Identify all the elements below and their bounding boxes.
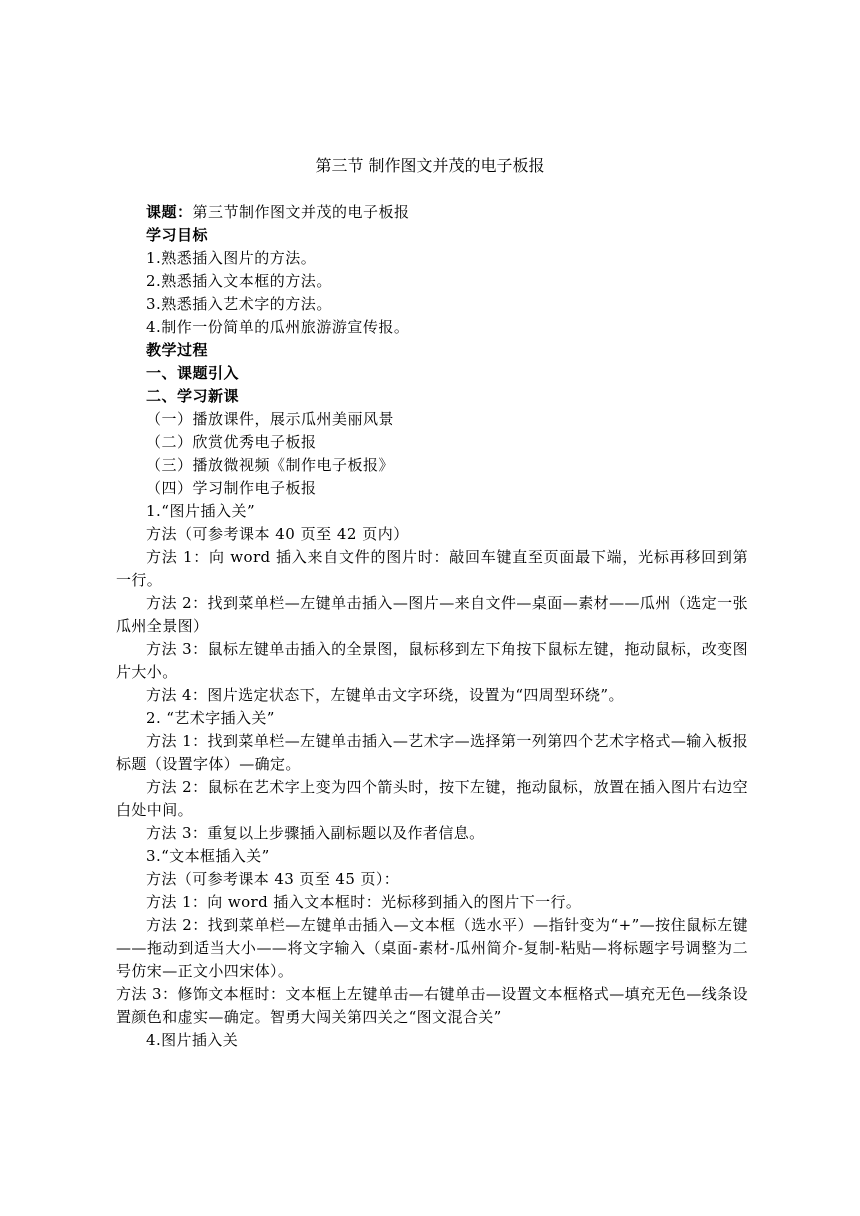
objective-item: 1.熟悉插入图片的方法。: [146, 249, 317, 267]
section-heading-new: 二、学习新课: [146, 387, 240, 405]
methods-block: [116, 546, 748, 1052]
part3-method-2: 方法 2：找到菜单栏—左键单击插入—文本框（选水平）—指针变为“+”—按住鼠标左键——拖动到适当大小——将文字输入（桌面-素材-瓜州简介-复制-粘贴—将标题字号调整为二号仿宋—正文小四宋体）。: [116, 916, 748, 980]
topic-label: 课题：: [146, 203, 193, 221]
subsection-item: （三）播放微视频《制作电子板报》: [146, 456, 395, 474]
objective-item: 4.制作一份简单的瓜州旅游游宣传报。: [146, 318, 410, 336]
part1-method-4: 方法 4：图片选定状态下，左键单击文字环绕，设置为“四周型环绕”。: [146, 686, 624, 704]
subsection-item: （四）学习制作电子板报: [146, 479, 317, 497]
objectives-heading: 学习目标: [146, 226, 209, 244]
subsection-item: （二）欣赏优秀电子板报: [146, 433, 317, 451]
part3-reference: 方法（可参考课本 43 页至 45 页）：: [146, 870, 400, 888]
part2-method-3: 方法 3：重复以上步骤插入副标题以及作者信息。: [146, 824, 485, 842]
part1-method-2: 方法 2：找到菜单栏—左键单击插入—图片—来自文件—桌面—素材——瓜州（选定一张瓜州全景图）: [116, 594, 748, 635]
part4-title: 4.图片插入关: [146, 1031, 239, 1049]
process-heading: 教学过程: [146, 341, 209, 359]
topic-value: 第三节制作图文并茂的电子板报: [192, 203, 410, 221]
subsection-item: （一）播放课件，展示瓜州美丽风景: [146, 410, 395, 428]
part1-reference: 方法（可参考课本 40 页至 42 页内）: [146, 525, 409, 543]
topic-line: [116, 201, 748, 224]
document-body: [116, 201, 748, 546]
part1-method-1: 方法 1：向 word 插入来自文件的图片时：敲回车键直至页面最下端，光标再移回到第一行。: [116, 548, 748, 589]
document-title: 第三节 制作图文并茂的电子板报: [315, 156, 545, 175]
part3-method-1: 方法 1：向 word 插入文本框时：光标移到插入的图片下一行。: [146, 893, 582, 911]
part3-title: 3.“文本框插入关”: [146, 847, 270, 865]
section-heading-intro: 一、课题引入: [146, 364, 240, 382]
part3-method-3: 方法 3：修饰文本框时：文本框上左键单击—右键单击—设置文本框格式—填充无色—线条设置颜色和虚实—确定。智勇大闯关第四关之“图文混合关”: [116, 985, 748, 1026]
part2-title: 2. “艺术字插入关”: [146, 709, 275, 727]
part2-method-2: 方法 2：鼠标在艺术字上变为四个箭头时，按下左键，拖动鼠标，放置在插入图片右边空白处中间。: [116, 778, 748, 819]
part2-method-1: 方法 1：找到菜单栏—左键单击插入—艺术字—选择第一列第四个艺术字格式—输入板报标题（设置字体）—确定。: [116, 732, 748, 773]
objective-item: 3.熟悉插入艺术字的方法。: [146, 295, 332, 313]
part1-method-3: 方法 3：鼠标左键单击插入的全景图，鼠标移到左下角按下鼠标左键，拖动鼠标，改变图片大小。: [116, 640, 748, 681]
part1-title: 1.“图片插入关”: [146, 502, 256, 520]
objective-item: 2.熟悉插入文本框的方法。: [146, 272, 332, 290]
